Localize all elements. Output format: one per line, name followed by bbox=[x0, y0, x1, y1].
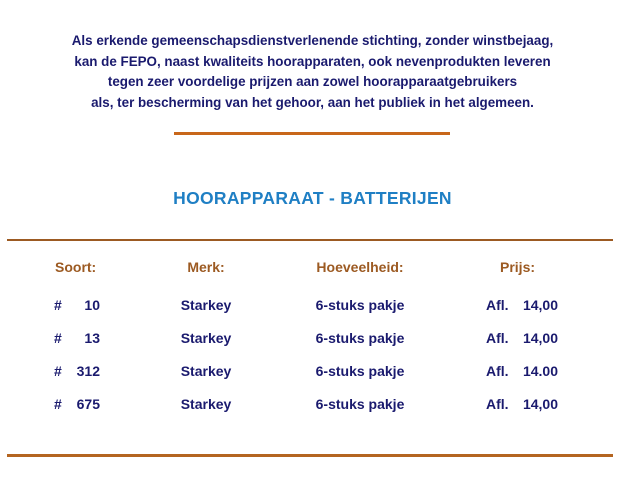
row-merk: Starkey bbox=[180, 363, 232, 379]
header-prijs: Prijs: bbox=[500, 259, 536, 275]
row-hoeveelheid: 6-stuks pakje bbox=[315, 363, 405, 379]
row-price: 14,00 bbox=[522, 297, 558, 313]
row-hoeveelheid: 6-stuks pakje bbox=[315, 297, 405, 313]
decorative-divider bbox=[174, 132, 450, 135]
row-price: 14.00 bbox=[522, 363, 558, 379]
table-row bbox=[0, 297, 625, 330]
table-top-rule bbox=[7, 239, 613, 241]
intro-line: Als erkende gemeenschapsdienstverlenende stichting, zonder winstbejaag, bbox=[71, 33, 554, 48]
row-price: 14,00 bbox=[522, 396, 558, 412]
row-hash: # bbox=[54, 396, 62, 412]
table-row bbox=[0, 396, 625, 429]
header-hoeveelheid: Hoeveelheid: bbox=[316, 259, 404, 275]
intro-paragraph bbox=[0, 31, 625, 113]
row-currency: Afl. bbox=[486, 297, 509, 313]
table-row bbox=[0, 330, 625, 363]
header-merk: Merk: bbox=[187, 259, 225, 275]
table-row bbox=[0, 363, 625, 396]
row-merk: Starkey bbox=[180, 396, 232, 412]
row-hoeveelheid: 6-stuks pakje bbox=[315, 396, 405, 412]
row-hash: # bbox=[54, 297, 62, 313]
row-size: 13 bbox=[84, 330, 100, 346]
row-merk: Starkey bbox=[180, 330, 232, 346]
row-size: 10 bbox=[84, 297, 100, 313]
intro-line: tegen zeer voordelige prijzen aan zowel hoorapparaatgebruikers bbox=[107, 74, 518, 89]
section-heading: HOORAPPARAAT - BATTERIJEN bbox=[173, 188, 452, 208]
table-bottom-rule bbox=[7, 454, 613, 457]
header-soort: Soort: bbox=[55, 259, 97, 275]
row-hoeveelheid: 6-stuks pakje bbox=[315, 330, 405, 346]
table-header-row bbox=[0, 259, 625, 297]
row-merk: Starkey bbox=[180, 297, 232, 313]
row-hash: # bbox=[54, 363, 62, 379]
row-price: 14,00 bbox=[522, 330, 558, 346]
intro-line: kan de FEPO, naast kwaliteits hoorapparaten, ook nevenprodukten leveren bbox=[74, 53, 551, 69]
row-size: 312 bbox=[76, 363, 100, 379]
intro-line: als, ter bescherming van het gehoor, aan het publiek in het algemeen. bbox=[91, 94, 534, 110]
row-currency: Afl. bbox=[486, 396, 509, 412]
row-size: 675 bbox=[76, 396, 100, 412]
row-currency: Afl. bbox=[486, 363, 509, 379]
price-table bbox=[0, 259, 625, 429]
row-currency: Afl. bbox=[486, 330, 509, 346]
row-hash: # bbox=[54, 330, 62, 346]
